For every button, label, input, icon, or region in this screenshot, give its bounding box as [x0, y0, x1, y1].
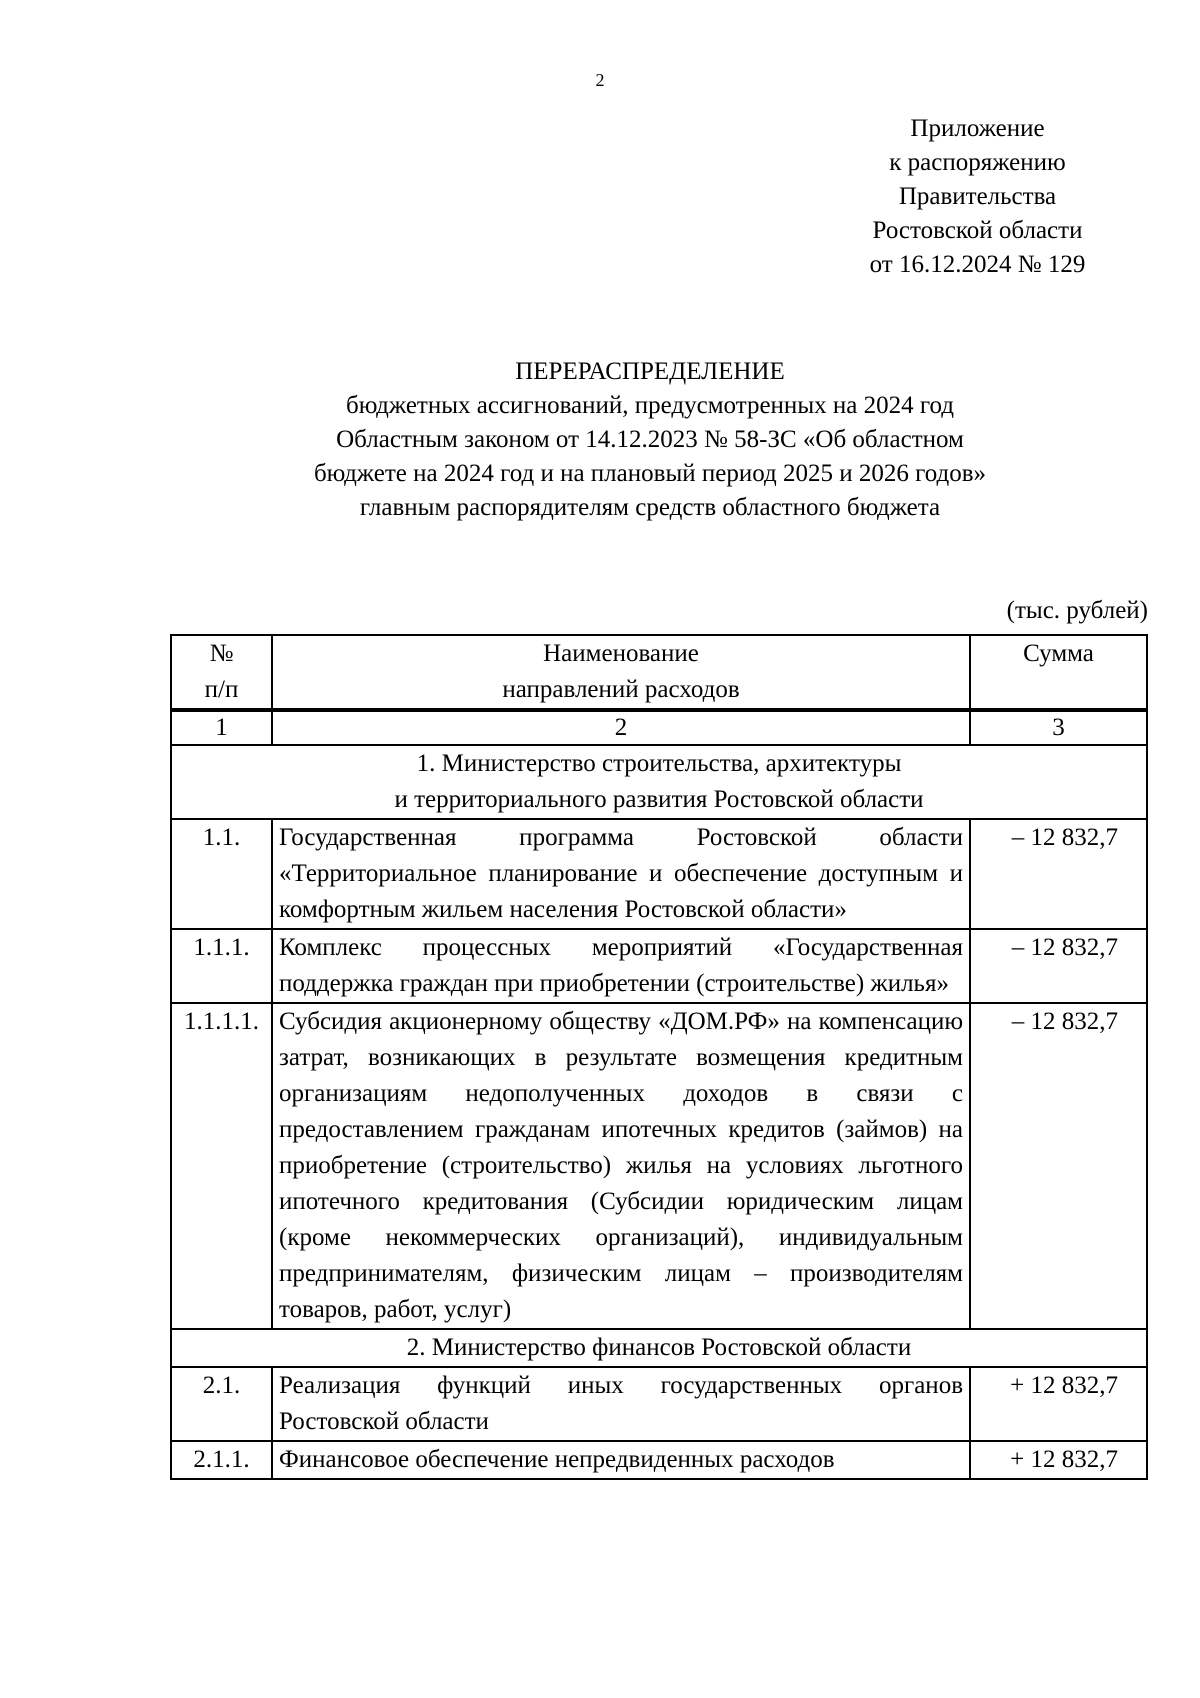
section-title [172, 1330, 1148, 1368]
table-header-row [172, 636, 1148, 710]
appendix-line: Ростовской области [872, 217, 1083, 244]
index-cell: 1 [172, 710, 273, 746]
budget-table [170, 634, 1148, 1480]
header-name [273, 636, 971, 710]
appendix-line: Правительства [898, 183, 1057, 210]
appendix-line: к распоряжению [889, 149, 1066, 176]
row-name: Финансовое обеспечение непредвиденных расходов [273, 1442, 971, 1480]
page-number: 2 [595, 70, 605, 90]
appendix-line: Приложение [910, 115, 1045, 142]
section-title-line: и территориального развития Ростовской области [394, 786, 924, 813]
title-line: Областным законом от 14.12.2023 № 58-ЗС «Об областном [336, 426, 964, 453]
index-cell: 2 [273, 710, 971, 746]
row-sum: + 12 832,7 [971, 1442, 1148, 1480]
appendix-block [810, 112, 1145, 282]
table-index-row [172, 710, 1148, 746]
header-name-line: направлений расходов [502, 676, 740, 703]
section-title-line: 2. Министерство финансов Ростовской области [406, 1334, 912, 1361]
appendix-date-number: от 16.12.2024 № 129 [869, 251, 1086, 278]
row-sum: – 12 832,7 [971, 1004, 1148, 1330]
header-name-line: Наименование [543, 640, 699, 667]
row-num: 1.1. [172, 820, 273, 930]
title-line: бюджете на 2024 год и на плановый период 2025 и 2026 годов» [313, 460, 987, 487]
header-sum-label: Сумма [1023, 640, 1094, 667]
title-heading: ПЕРЕРАСПРЕДЕЛЕНИЕ [515, 358, 785, 385]
row-sum: – 12 832,7 [971, 930, 1148, 1004]
table-row [172, 1004, 1148, 1330]
row-num: 1.1.1.1. [172, 1004, 273, 1330]
title-line: главным распорядителям средств областного бюджета [359, 494, 941, 521]
header-num-line: № [209, 640, 234, 667]
header-sum [971, 636, 1148, 710]
row-num: 2.1.1. [172, 1442, 273, 1480]
index-cell: 3 [971, 710, 1148, 746]
row-name: Субсидия акционерному обществу «ДОМ.РФ» на компенсацию затрат, возникающих в результате возмещения кредитным организациям недополученных доходов в связи с предоставлением гражданам ипотечных кредитов (займов) на приобретение (строительство) жилья на условиях льготного ипотечного кредитования (Субсидии юридическим лицам (кроме некоммерческих организаций), индивидуальным предпринимателям, физическим лицам – производителям товаров, работ, услуг) [273, 1004, 971, 1330]
table-row [172, 1442, 1148, 1480]
table-row [172, 820, 1148, 930]
row-num: 2.1. [172, 1368, 273, 1442]
section-title [172, 746, 1148, 820]
row-num: 1.1.1. [172, 930, 273, 1004]
title-line: бюджетных ассигнований, предусмотренных на 2024 год [346, 392, 954, 419]
units-label: (тыс. рублей) [1006, 597, 1148, 624]
table-row [172, 1368, 1148, 1442]
row-name: Реализация функций иных государственных органов Ростовской области [273, 1368, 971, 1442]
row-sum: + 12 832,7 [971, 1368, 1148, 1442]
row-name: Государственная программа Ростовской области «Территориальное планирование и обеспечение доступным и комфортным жильем населения Ростовской области» [273, 820, 971, 930]
row-sum: – 12 832,7 [971, 820, 1148, 930]
document-title [120, 355, 1180, 525]
section-row [172, 746, 1148, 820]
section-title-line: 1. Министерство строительства, архитектуры [416, 750, 902, 777]
section-row [172, 1330, 1148, 1368]
row-name: Комплекс процессных мероприятий «Государственная поддержка граждан при приобретении (строительстве) жилья» [273, 930, 971, 1004]
table-row [172, 930, 1148, 1004]
header-num [172, 636, 273, 710]
header-num-line: п/п [204, 676, 239, 703]
